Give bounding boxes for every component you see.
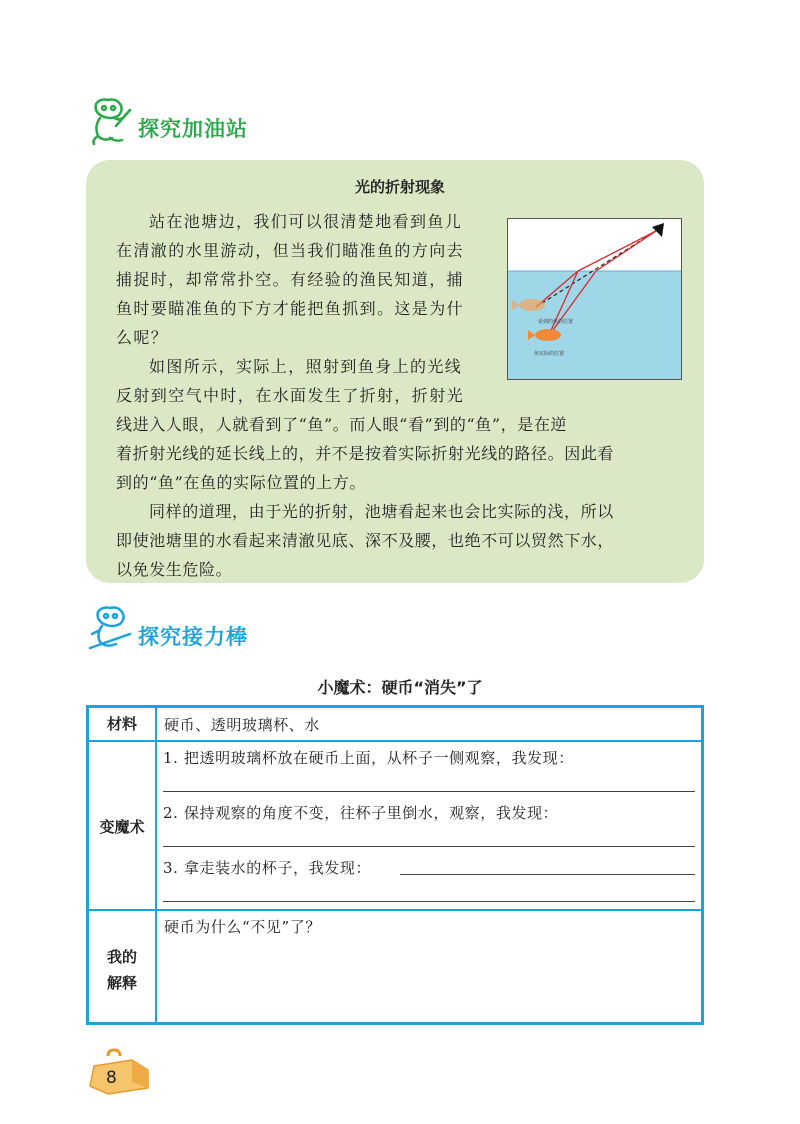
paragraph-line: 同样的道理，由于光的折射，池塘看起来也会比实际的浅，所以: [149, 502, 614, 521]
table-divider: [86, 740, 704, 742]
refraction-diagram: [508, 219, 681, 379]
section-title: 探究加油站: [138, 117, 248, 141]
label-seen-fish: 看到的鱼的位置: [538, 319, 574, 325]
paragraph-line: 在清澈的水里游动，但当我们瞄准鱼的方向去: [116, 241, 465, 260]
section-header-relay: [86, 604, 248, 654]
step-text: 1. 把透明玻璃杯放在硬币上面，从杯子一侧观察，我发现：: [163, 749, 574, 767]
paragraph-line: 即使池塘里的水看起来清澈见底、深不及腰，也绝不可以贸然下水，: [116, 531, 615, 550]
cartoon-mascot-icon: [86, 604, 134, 654]
paragraph-line: 捕捉时，却常常扑空。有经验的渔民知道，捕: [116, 270, 465, 289]
materials-label: 材料: [106, 715, 137, 733]
explain-label-line: 我的: [106, 948, 137, 966]
section-header-refuel: [86, 96, 248, 146]
paragraph-line: 鱼时要瞄准鱼的下方才能把鱼抓到。这是为什: [116, 299, 465, 318]
table-divider: [155, 705, 157, 1025]
paragraph-line: 如图所示，实际上，照射到鱼身上的光线: [149, 357, 463, 376]
page-number-tag: [86, 1048, 156, 1096]
explain-prompt: 硬币为什么“不见”了？: [164, 918, 321, 936]
info-box-title: 光的折射现象: [354, 178, 445, 196]
section-title: 探究接力棒: [138, 625, 248, 649]
activity-title: 小魔术：硬币“消失”了: [317, 678, 483, 697]
paragraph-line: 以免发生危险。: [116, 560, 233, 579]
magic-label: 变魔术: [99, 818, 145, 836]
explain-label: [89, 944, 155, 996]
paragraph-line: 线进入人眼，人就看到了“鱼”。而人眼“看”到的“鱼”，是在逆: [116, 415, 568, 434]
explain-label-line: 解释: [106, 974, 137, 992]
refraction-figure: [507, 218, 682, 380]
table-divider: [86, 909, 704, 911]
answer-line[interactable]: [163, 791, 695, 792]
cartoon-mascot-icon: [86, 96, 134, 146]
page-number: 8: [106, 1068, 117, 1088]
paragraph-line: 到的“鱼”在鱼的实际位置的上方。: [116, 473, 366, 492]
answer-line[interactable]: [163, 901, 695, 902]
step-text: 3. 拿走装水的杯子，我发现：: [163, 859, 372, 877]
answer-line[interactable]: [163, 846, 695, 847]
eye-icon: [652, 223, 664, 237]
answer-line[interactable]: [400, 874, 695, 875]
paragraph-line: 着折射光线的延长线上的，并不是按着实际折射光线的路径。因此看: [116, 444, 615, 463]
paragraph-line: 么呢？: [116, 328, 169, 347]
paragraph-line: 反射到空气中时，在水面发生了折射，折射光: [116, 386, 465, 405]
materials-value: 硬币、透明玻璃杯、水: [164, 716, 321, 734]
label-real-fish: 鱼实际的位置: [534, 351, 565, 357]
paragraph-line: 站在池塘边，我们可以很清楚地看到鱼儿: [149, 212, 463, 231]
step-text: 2. 保持观察的角度不变，往杯子里倒水，观察，我发现：: [163, 804, 559, 822]
